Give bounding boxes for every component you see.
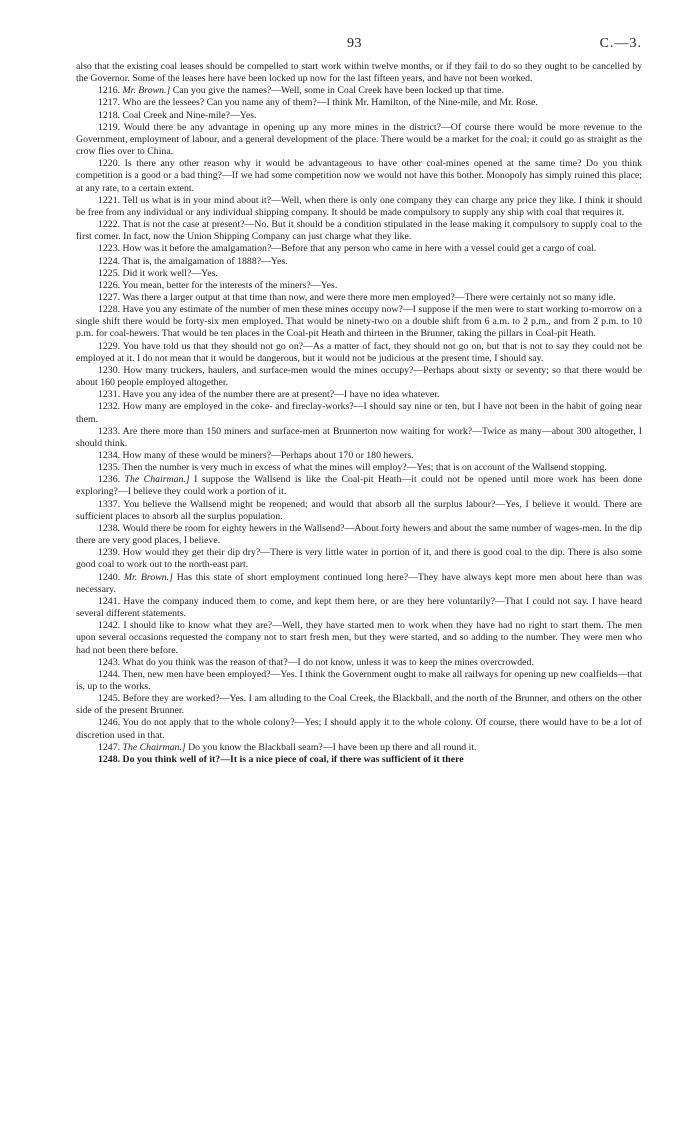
question-number: 1243. [98, 656, 121, 668]
testimony-paragraph [76, 341, 642, 365]
paragraph-text: Before they are worked?—Yes. I am alluding to the Coal Creek, the Blackball, and the north of the Brunner, and others on the other side of the present Brunner. [76, 693, 643, 717]
question-number: 1248. [98, 753, 121, 765]
speaker-label: The Chairman.] [122, 741, 186, 753]
question-number: 1228. [98, 304, 121, 316]
speaker-label: The Chairman.] [124, 474, 190, 486]
testimony-paragraph [76, 401, 642, 425]
testimony-paragraph [76, 243, 642, 255]
testimony-paragraph [76, 97, 642, 109]
speaker-label: Mr. Brown.] [123, 571, 173, 583]
testimony-paragraph [76, 462, 642, 474]
paragraph-text: You do not apply that to the whole colony?—Yes; I should apply it to the whole colony. Of course, there would have to be a lot of discretion used in that. [76, 717, 643, 741]
question-number: 1219. [98, 121, 121, 133]
paragraph-text: What do you think was the reason of that?—I do not know, unless it was to keep the mines overcrowded. [122, 656, 534, 668]
question-number: 1236. [98, 474, 121, 486]
testimony-paragraph [76, 195, 642, 219]
question-number: 1231. [98, 389, 121, 401]
question-number: 1229. [98, 340, 121, 352]
testimony-paragraph [76, 219, 642, 243]
testimony-paragraph [76, 754, 642, 766]
page-number: 93 [347, 36, 362, 51]
question-number: 1241. [98, 595, 121, 607]
question-number: 1230. [98, 364, 121, 376]
question-number: 1235. [98, 462, 121, 474]
testimony-paragraph [76, 365, 642, 389]
question-number: 1218. [98, 109, 121, 121]
question-number: 1245. [98, 693, 121, 705]
question-number: 1240. [98, 571, 121, 583]
testimony-paragraph [76, 499, 642, 523]
question-number: 1227. [98, 291, 121, 303]
paragraph-text: How many are employed in the coke- and fireclay-works?—I should say nine or ten, but I have not been in the habit of going near them. [76, 401, 643, 425]
paragraph-text: Coal Creek and Nine-mile?—Yes. [122, 109, 257, 121]
paragraph-text: That is not the case at present?—No. But it should be a condition stipulated in the lease making it compulsory to supply coal to the first comer. In fact, now the Union Shipping Company can just charge what they like. [76, 219, 642, 243]
testimony-paragraph [76, 450, 642, 462]
question-number: 1221. [98, 194, 121, 206]
testimony-paragraph [76, 122, 642, 158]
question-number: 1234. [98, 450, 121, 461]
paragraph-text: Have the company induced them to come, and kept them here, or are they here voluntarily?—That I could not say. I have heard several different statements. [76, 595, 643, 620]
question-number: 1222. [98, 219, 121, 231]
question-number: 1217. [98, 97, 121, 109]
testimony-paragraph [76, 426, 642, 450]
paragraph-text: You mean, better for the interests of the miners?—Yes. [122, 279, 338, 291]
question-number: 1247. [98, 741, 121, 753]
paragraph-text: You have told us that they should not go on?—As a matter of fact, they should not go on, but that is not to say they could not be employed at it. I do not mean that it would be dangerous, but it would not be judicious at the present time, I should say. [76, 340, 642, 364]
question-number: 1225. [98, 267, 121, 279]
question-number: 1232. [98, 401, 121, 413]
paragraph-text: Is there any other reason why it would be advantageous to have other coal-mines opened at the same time? Do you think competition is a good or a bad thing?—If we had some competition now we would not have this bother. Monopoly has simply ruined this place; at any rate, to a certain extent. [76, 158, 643, 194]
paragraph-text: How would they get their dip dry?—There is very little water in portion of it, and there is good coal to the dip. There is also some good coal to work out to the north-east part. [76, 547, 642, 571]
question-number: 1244. [98, 668, 121, 680]
paragraph-text: Has this state of short employment continued long here?—They have always kept more men about here than was necessary. [76, 571, 643, 595]
testimony-paragraph [76, 256, 642, 268]
testimony-paragraph [76, 572, 642, 596]
question-number: 1337. [98, 498, 121, 510]
testimony-paragraph [76, 596, 642, 620]
testimony-paragraph [76, 304, 642, 340]
paragraph-text: Have you any idea of the number there are at present?—I have no idea whatever. [122, 389, 440, 401]
paragraph-text: That is, the amalgamation of 1888?—Yes. [122, 255, 288, 267]
question-number: 1224. [98, 255, 121, 267]
question-number: 1233. [98, 425, 121, 437]
paragraph-text: Do you think well of it?—It is a nice piece of coal, if there was sufficient of it there [122, 753, 464, 765]
question-number: 1216. [98, 85, 121, 97]
testimony-paragraph [76, 669, 642, 693]
testimony-paragraph [76, 280, 642, 292]
paragraph-text: Tell us what is in your mind about it?—Well, when there is only one company they can charge any price they like. I think it should be free from any individual or any individual shipping company. It should be made compulsory to supply any ship with coal that requires it. [76, 194, 642, 218]
question-number: 1223. [98, 243, 121, 255]
question-number: 1220. [98, 158, 121, 170]
testimony-paragraph [76, 389, 642, 401]
testimony-paragraph [76, 717, 642, 741]
testimony-paragraph [76, 742, 642, 754]
document-page [76, 38, 642, 766]
paragraph-text: also that the existing coal leases should be compelled to start work within twelve months, or if they fail to do so they ought to be cancelled by the Governor. Some of the leases here have been locked up now for the last fifteen years, and have not been worked. [76, 61, 642, 85]
testimony-paragraph [76, 693, 642, 717]
paragraph-text: Who are the lessees? Can you name any of them?—I think Mr. Hamilton, of the Nine-mile, and Mr. Rose. [122, 97, 538, 109]
testimony-paragraph [76, 620, 642, 656]
paragraph-text: Have you any estimate of the number of men these mines occupy now?—I suppose if the men were to start working to-morrow on a single shift there would be forty-six men employed. That would be ninety-two on a double shift from 6 a.m. to 2 p.m., and from 2 p.m. to 10 p.m. for coal-hewers. That would be ten places in the Coal-pit Heath and thirteen in the Brunner, taking the pillars in Coal-pit Heath. [76, 304, 642, 340]
paragraph-text: Do you know the Blackball seam?—I have been up there and all round it. [188, 741, 477, 753]
page-header [76, 38, 642, 58]
testimony-paragraph [76, 474, 642, 498]
paragraph-text: Would there be any advantage in opening up any more mines in the district?—Of course there would be more revenue to the Government, employment of labour, and a general development of the place. There would be a market for the coal; it could go as straight as the crow flies over to China. [76, 121, 642, 158]
testimony-paragraph [76, 657, 642, 669]
testimony-paragraph [76, 61, 642, 85]
paragraph-text: How many of these would be miners?—Perhaps about 170 or 180 hewers. [122, 450, 414, 461]
paragraph-text: How was it before the amalgamation?—Before that any person who came in here with a vessel could get a cargo of coal. [122, 243, 597, 255]
testimony-paragraph [76, 110, 642, 122]
testimony-paragraph [76, 85, 642, 97]
testimony-paragraph [76, 158, 642, 194]
question-number: 1246. [98, 717, 121, 729]
question-number: 1238. [98, 522, 121, 534]
paragraph-text: Can you give the names?—Well, some in Coal Creek have been locked up that time. [172, 85, 504, 97]
paragraph-text: Then the number is very much in excess of what the mines will employ?—Yes; that is on account of the Wallsend stopping. [122, 462, 607, 474]
paragraph-text: You believe the Wallsend might be reopened; and would that absorb all the surplus labour?—Yes, I believe it would. There are sufficient places to absorb all the surplus population. [76, 498, 642, 522]
document-reference: C.—3. [599, 36, 642, 51]
testimony-paragraph [76, 523, 642, 547]
paragraph-text: I should like to know what they are?—Well, they have started men to work when they have had no right to start them. The men upon several occasions requested the company not to start fresh men, but they were started, and so adding to the number. They were men who had not been there before. [76, 620, 642, 656]
speaker-label: Mr. Brown.] [122, 85, 171, 97]
paragraph-text: I suppose the Wallsend is like the Coal-pit Heath—it could not be opened until more work has been done exploring?—I believe they could work a portion of it. [76, 474, 642, 498]
testimony-paragraph [76, 268, 642, 280]
testimony-paragraph [76, 292, 642, 304]
question-number: 1242. [98, 620, 121, 632]
paragraph-text: Was there a larger output at that time than now, and were there more men employed?—There were certainly not so many idle. [122, 291, 616, 303]
paragraph-text: Would there be room for eighty hewers in the Wallsend?—About forty hewers and about the same number of wages-men. In the dip there are very good places, I believe. [76, 522, 642, 547]
question-number: 1239. [98, 547, 121, 559]
paragraph-text: Are there more than 150 miners and surface-men at Brunnerton now waiting for work?—Twice as many—about 300 altogether, I should think. [76, 425, 642, 449]
paragraph-text: Then, new men have been employed?—Yes. I think the Government ought to make all railways for opening up new coalfields—that is, up to the works. [76, 668, 642, 692]
question-number: 1226. [98, 279, 121, 291]
testimony-body [76, 61, 642, 766]
paragraph-text: Did it work well?—Yes. [122, 267, 218, 279]
testimony-paragraph [76, 547, 642, 571]
paragraph-text: How many truckers, haulers, and surface-men would the mines occupy?—Perhaps about sixty or seventy; so that there would be about 160 people employed altogether. [76, 364, 642, 389]
